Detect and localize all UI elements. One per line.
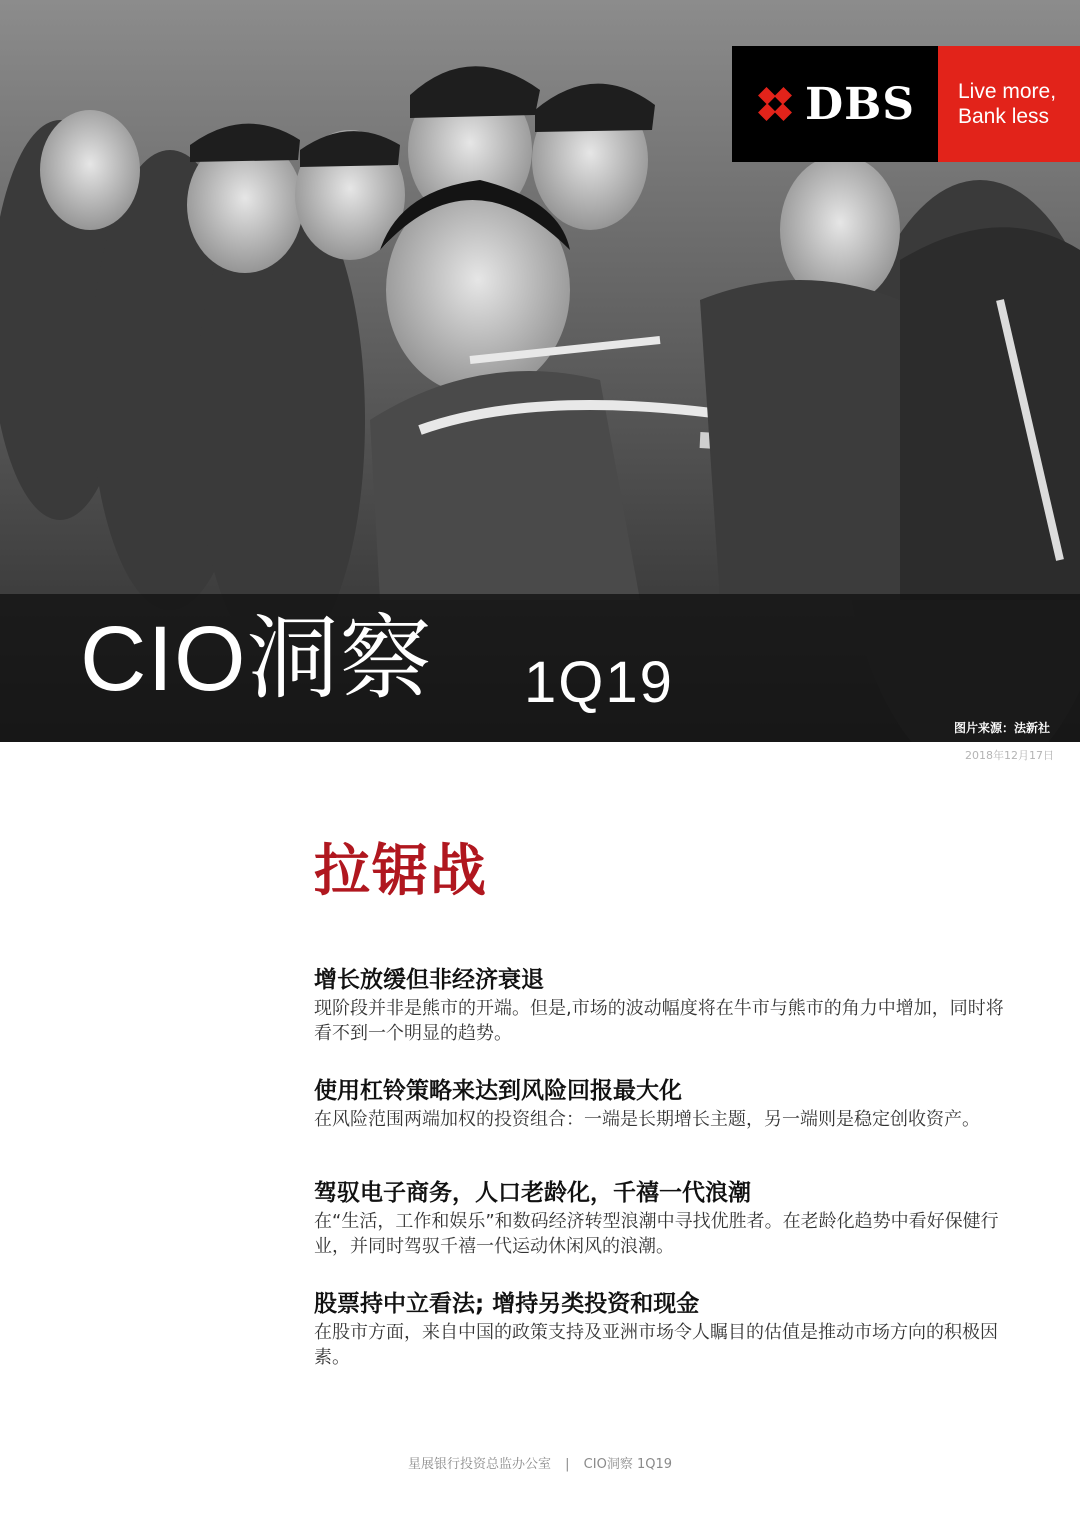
page-footer	[0, 1456, 1080, 1474]
section-title: 股票持中立看法; 增持另类投资和现金	[314, 1291, 700, 1317]
section-title: 增长放缓但非经济衰退	[314, 967, 544, 993]
dbs-logo	[732, 46, 1080, 162]
section-2	[314, 1076, 1014, 1132]
logo-black-panel	[732, 46, 938, 162]
cover-title: CIO洞察	[80, 608, 433, 710]
section-body: 在股市方面，来自中国的政策支持及亚洲市场令人瞩目的估值是推动市场方向的积极因素。	[314, 1322, 998, 1368]
tagline-line-1: Live more,	[958, 80, 1057, 103]
section-body: 在风险范围两端加权的投资组合：一端是长期增长主题，另一端则是稳定创收资产。	[314, 1109, 980, 1130]
publish-date: 2018年12月17日	[965, 749, 1054, 762]
logo-tagline-panel	[938, 46, 1080, 162]
section-body: 在“生活，工作和娱乐”和数码经济转型浪潮中寻找优胜者。在老龄化趋势中看好保健行业，并同时驾驭千禧一代运动休闲风的浪潮。	[314, 1211, 999, 1257]
section-3	[314, 1178, 1014, 1259]
logo-wordmark: DBS	[804, 78, 916, 130]
page-headline: 拉锯战	[314, 839, 488, 904]
tagline-line-2: Bank less	[958, 105, 1050, 128]
section-1	[314, 965, 1014, 1046]
footer-office: 星展银行投资总监办公室	[407, 1457, 551, 1472]
footer-publication: CIO洞察 1Q19	[583, 1457, 672, 1472]
dbs-star-icon	[755, 84, 795, 124]
photo-credit: 图片来源：法新社	[953, 721, 1050, 735]
section-4	[314, 1289, 1014, 1370]
section-title: 使用杠铃策略来达到风险回报最大化	[314, 1078, 682, 1104]
footer-separator: |	[565, 1457, 570, 1472]
section-body: 现阶段并非是熊市的开端。但是,市场的波动幅度将在牛市与熊市的角力中增加，同时将看不到一个明显的趋势。	[314, 998, 1004, 1044]
section-title: 驾驭电子商务，人口老龄化，千禧一代浪潮	[314, 1180, 751, 1206]
cover-issue: 1Q19	[524, 650, 674, 715]
